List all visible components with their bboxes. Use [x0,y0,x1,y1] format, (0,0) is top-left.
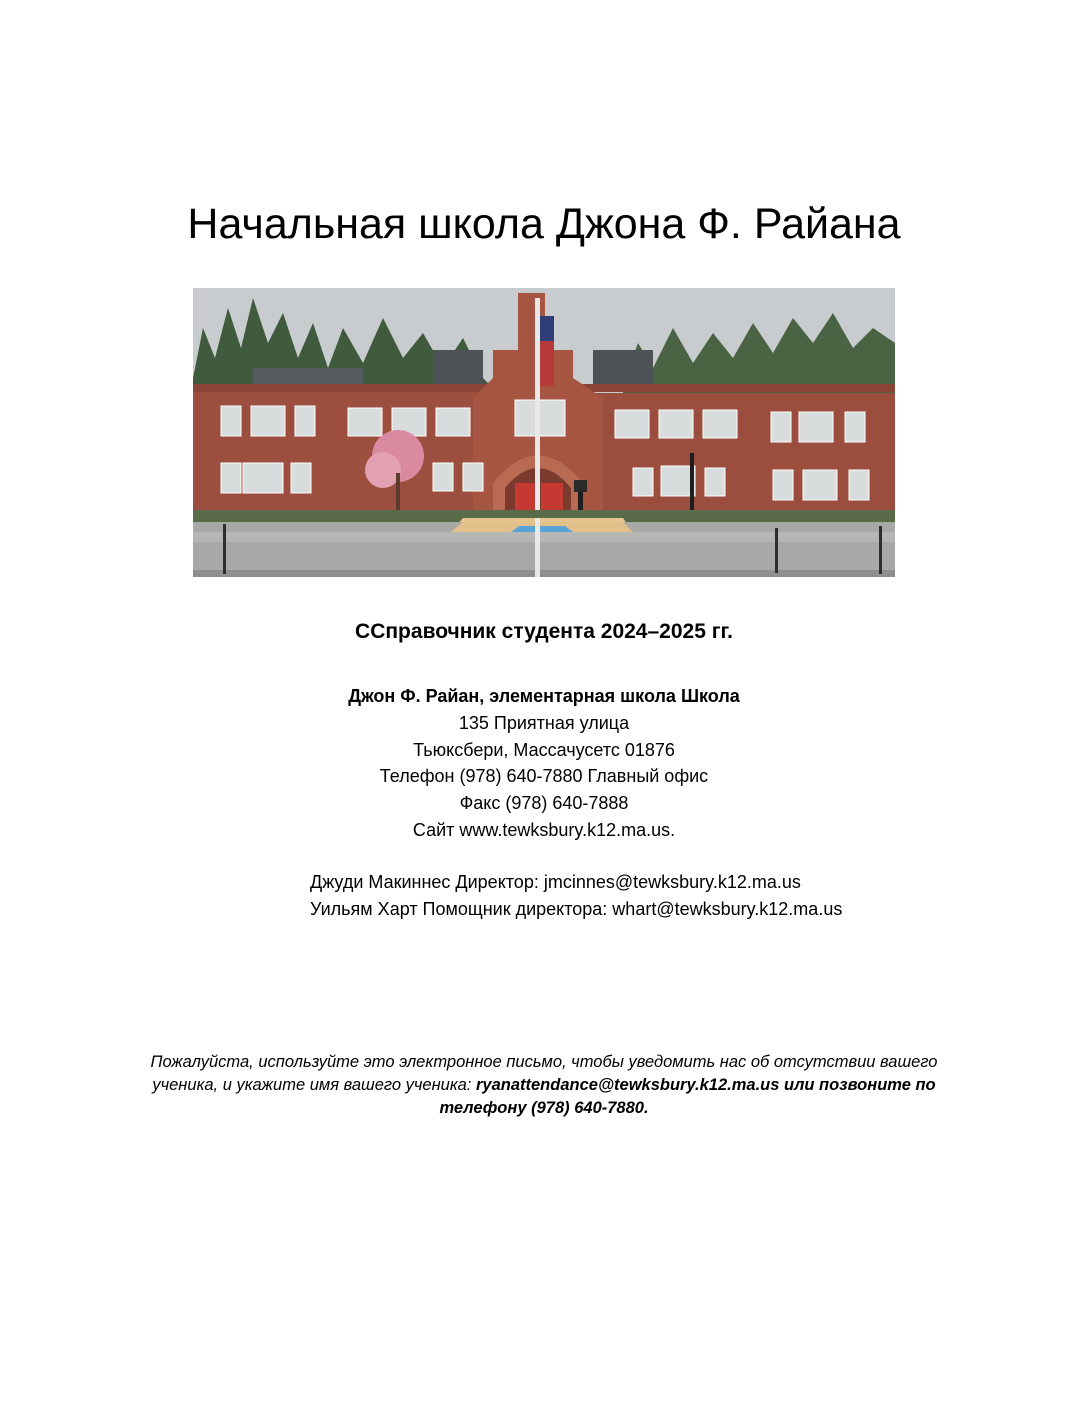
attendance-email-phone: ryanattendance@tewksbury.k12.ma.us или позвоните по телефону (978) 640-7880. [439,1076,936,1117]
attendance-note-text: Пожалуйста, используйте это электронное письмо, чтобы уведомить нас об отсутствии вашего ученика, и укажите имя вашего ученика: [150,1053,938,1094]
school-building-photo [193,288,895,577]
phone-line: Телефон (978) 640-7880 Главный офис [379,766,709,787]
city-address: Тьюксбери, Массачусетс 01876 [413,739,675,760]
staff-contacts [310,869,1010,923]
school-address-block [0,683,1088,844]
street-address: 135 Приятная улица [458,712,630,733]
fax-line: Факс (978) 640-7888 [459,793,629,814]
website-line: Сайт www.tewksbury.k12.ma.us. [412,819,676,840]
handbook-title: ССправочник студента 2024–2025 гг. [355,620,733,643]
assistant-principal-contact: Уильям Харт Помощник директора: whart@tewksbury.k12.ma.us [310,899,843,919]
page-title: Начальная школа Джона Ф. Райана [187,200,901,248]
principal-contact: Джуди Макиннес Директор: jmcinnes@tewksbury.k12.ma.us [310,872,801,892]
attendance-note [140,1051,948,1120]
school-name: Джон Ф. Райан, элементарная школа Школа [348,686,740,706]
